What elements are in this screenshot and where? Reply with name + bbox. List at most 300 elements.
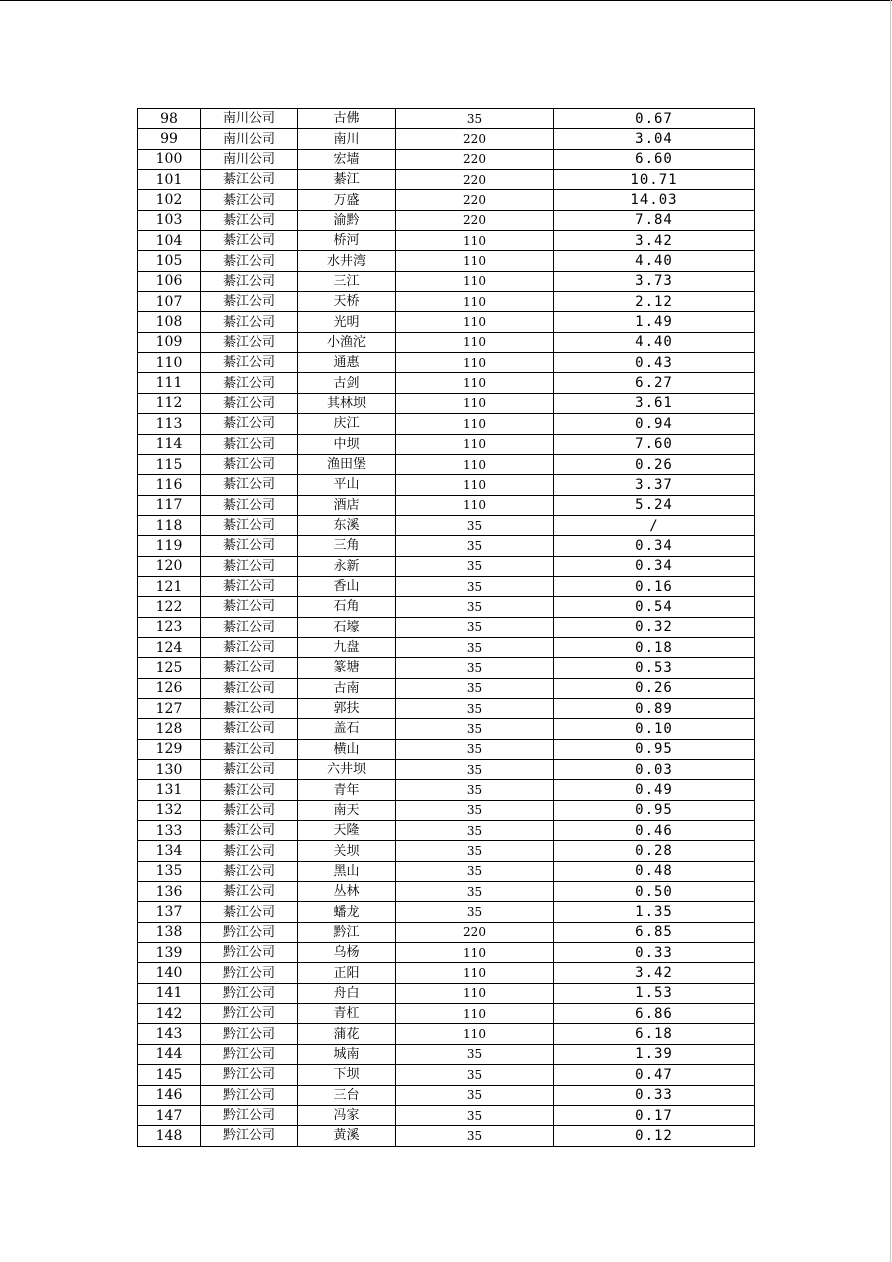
row-number: 139 (138, 943, 201, 963)
table-row (138, 576, 755, 596)
table-row (138, 861, 755, 881)
row-number: 148 (138, 1126, 201, 1146)
table-row (138, 210, 755, 230)
voltage-cell: 35 (396, 780, 554, 800)
voltage-cell: 35 (396, 515, 554, 535)
table-row (138, 190, 755, 210)
value-cell: 1.53 (554, 983, 755, 1003)
voltage-cell: 110 (396, 1004, 554, 1024)
substation-cell: 三台 (298, 1085, 396, 1105)
table-row (138, 149, 755, 169)
value-cell: 0.17 (554, 1105, 755, 1125)
row-number: 129 (138, 739, 201, 759)
value-cell: 3.37 (554, 475, 755, 495)
table-row (138, 963, 755, 983)
value-cell: 3.42 (554, 963, 755, 983)
company-cell: 綦江公司 (201, 841, 298, 861)
table-row (138, 719, 755, 739)
substation-cell: 黔江 (298, 922, 396, 942)
company-cell: 綦江公司 (201, 190, 298, 210)
table-row (138, 393, 755, 413)
substation-cell: 丛林 (298, 882, 396, 902)
row-number: 143 (138, 1024, 201, 1044)
voltage-cell: 35 (396, 556, 554, 576)
table-row (138, 760, 755, 780)
value-cell: 0.34 (554, 556, 755, 576)
voltage-cell: 110 (396, 332, 554, 352)
value-cell: 1.39 (554, 1044, 755, 1064)
row-number: 124 (138, 637, 201, 657)
table-row (138, 515, 755, 535)
substation-cell: 南天 (298, 800, 396, 820)
table-row (138, 292, 755, 312)
value-cell: 0.32 (554, 617, 755, 637)
value-cell: 0.94 (554, 414, 755, 434)
value-cell: 3.42 (554, 231, 755, 251)
voltage-cell: 110 (396, 373, 554, 393)
voltage-cell: 35 (396, 1105, 554, 1125)
company-cell: 綦江公司 (201, 475, 298, 495)
row-number: 105 (138, 251, 201, 271)
voltage-cell: 35 (396, 617, 554, 637)
voltage-cell: 35 (396, 800, 554, 820)
substation-cell: 蟠龙 (298, 902, 396, 922)
row-number: 147 (138, 1105, 201, 1125)
company-cell: 綦江公司 (201, 902, 298, 922)
substation-cell: 青年 (298, 780, 396, 800)
company-cell: 綦江公司 (201, 597, 298, 617)
table-row (138, 739, 755, 759)
row-number: 107 (138, 292, 201, 312)
value-cell: 1.49 (554, 312, 755, 332)
page-top-rule (0, 0, 892, 1)
substation-cell: 其林坝 (298, 393, 396, 413)
company-cell: 綦江公司 (201, 292, 298, 312)
table-row (138, 495, 755, 515)
voltage-cell: 220 (396, 129, 554, 149)
value-cell: 6.18 (554, 1024, 755, 1044)
row-number: 144 (138, 1044, 201, 1064)
company-cell: 黔江公司 (201, 1024, 298, 1044)
table-row (138, 1105, 755, 1125)
table-row (138, 821, 755, 841)
value-cell: 3.04 (554, 129, 755, 149)
voltage-cell: 35 (396, 760, 554, 780)
substation-cell: 平山 (298, 475, 396, 495)
company-cell: 綦江公司 (201, 617, 298, 637)
substation-cell: 桥河 (298, 231, 396, 251)
value-cell: 0.49 (554, 780, 755, 800)
company-cell: 綦江公司 (201, 434, 298, 454)
value-cell: 0.33 (554, 943, 755, 963)
value-cell: 5.24 (554, 495, 755, 515)
row-number: 114 (138, 434, 201, 454)
substation-cell: 水井湾 (298, 251, 396, 271)
table-row (138, 109, 755, 129)
substation-cell: 古剑 (298, 373, 396, 393)
table-row (138, 170, 755, 190)
substation-cell: 横山 (298, 739, 396, 759)
substation-cell: 中坝 (298, 434, 396, 454)
table-row (138, 434, 755, 454)
row-number: 108 (138, 312, 201, 332)
row-number: 142 (138, 1004, 201, 1024)
voltage-cell: 110 (396, 271, 554, 291)
company-cell: 黔江公司 (201, 1065, 298, 1085)
table-row (138, 637, 755, 657)
company-cell: 黔江公司 (201, 1126, 298, 1146)
substation-cell: 永新 (298, 556, 396, 576)
value-cell: 0.26 (554, 454, 755, 474)
value-cell: 0.16 (554, 576, 755, 596)
value-cell: 0.10 (554, 719, 755, 739)
row-number: 98 (138, 109, 201, 129)
voltage-cell: 35 (396, 739, 554, 759)
substation-cell: 舟白 (298, 983, 396, 1003)
table-row (138, 1085, 755, 1105)
substation-cell: 黄溪 (298, 1126, 396, 1146)
page-right-edge (890, 0, 891, 1262)
voltage-cell: 110 (396, 353, 554, 373)
table-row (138, 312, 755, 332)
voltage-cell: 35 (396, 861, 554, 881)
table-row (138, 597, 755, 617)
voltage-cell: 110 (396, 1024, 554, 1044)
company-cell: 南川公司 (201, 109, 298, 129)
company-cell: 黔江公司 (201, 1085, 298, 1105)
row-number: 131 (138, 780, 201, 800)
voltage-cell: 35 (396, 719, 554, 739)
table-row (138, 780, 755, 800)
company-cell: 綦江公司 (201, 536, 298, 556)
row-number: 130 (138, 760, 201, 780)
table-row (138, 800, 755, 820)
table-row (138, 536, 755, 556)
value-cell: 0.50 (554, 882, 755, 902)
substation-cell: 城南 (298, 1044, 396, 1064)
value-cell: 0.26 (554, 678, 755, 698)
row-number: 99 (138, 129, 201, 149)
row-number: 100 (138, 149, 201, 169)
voltage-cell: 110 (396, 251, 554, 271)
row-number: 126 (138, 678, 201, 698)
substation-cell: 六井坝 (298, 760, 396, 780)
row-number: 123 (138, 617, 201, 637)
row-number: 133 (138, 821, 201, 841)
company-cell: 綦江公司 (201, 454, 298, 474)
company-cell: 綦江公司 (201, 658, 298, 678)
value-cell: 0.48 (554, 861, 755, 881)
voltage-cell: 220 (396, 210, 554, 230)
table-row (138, 1044, 755, 1064)
substation-cell: 古南 (298, 678, 396, 698)
value-cell: 0.47 (554, 1065, 755, 1085)
row-number: 136 (138, 882, 201, 902)
voltage-cell: 110 (396, 943, 554, 963)
value-cell: 7.84 (554, 210, 755, 230)
voltage-cell: 35 (396, 637, 554, 657)
voltage-cell: 35 (396, 678, 554, 698)
value-cell: 6.60 (554, 149, 755, 169)
value-cell: 4.40 (554, 251, 755, 271)
company-cell: 綦江公司 (201, 800, 298, 820)
voltage-cell: 35 (396, 597, 554, 617)
value-cell: 3.61 (554, 393, 755, 413)
table-row (138, 414, 755, 434)
company-cell: 黔江公司 (201, 943, 298, 963)
substation-cell: 小渔沱 (298, 332, 396, 352)
substation-cell: 南川 (298, 129, 396, 149)
company-cell: 黔江公司 (201, 1004, 298, 1024)
table-body (138, 109, 755, 1147)
value-cell: 0.95 (554, 739, 755, 759)
row-number: 138 (138, 922, 201, 942)
company-cell: 綦江公司 (201, 678, 298, 698)
voltage-cell: 35 (396, 841, 554, 861)
table-row (138, 943, 755, 963)
row-number: 115 (138, 454, 201, 474)
table-row (138, 922, 755, 942)
company-cell: 綦江公司 (201, 495, 298, 515)
company-cell: 南川公司 (201, 149, 298, 169)
voltage-cell: 35 (396, 1044, 554, 1064)
voltage-cell: 220 (396, 190, 554, 210)
substation-cell: 綦江 (298, 170, 396, 190)
substation-cell: 古佛 (298, 109, 396, 129)
substation-cell: 东溪 (298, 515, 396, 535)
voltage-cell: 35 (396, 658, 554, 678)
company-cell: 綦江公司 (201, 576, 298, 596)
voltage-cell: 110 (396, 414, 554, 434)
substation-cell: 盖石 (298, 719, 396, 739)
value-cell: 0.43 (554, 353, 755, 373)
table-row (138, 332, 755, 352)
company-cell: 綦江公司 (201, 760, 298, 780)
row-number: 125 (138, 658, 201, 678)
value-cell: 14.03 (554, 190, 755, 210)
company-cell: 綦江公司 (201, 353, 298, 373)
row-number: 110 (138, 353, 201, 373)
table-row (138, 841, 755, 861)
value-cell: 0.34 (554, 536, 755, 556)
voltage-cell: 220 (396, 922, 554, 942)
row-number: 117 (138, 495, 201, 515)
value-cell: 1.35 (554, 902, 755, 922)
table-row (138, 882, 755, 902)
row-number: 146 (138, 1085, 201, 1105)
substation-cell: 郭扶 (298, 698, 396, 718)
row-number: 111 (138, 373, 201, 393)
substation-cell: 黑山 (298, 861, 396, 881)
company-cell: 綦江公司 (201, 231, 298, 251)
value-cell: 0.33 (554, 1085, 755, 1105)
voltage-cell: 35 (396, 1126, 554, 1146)
value-cell: 0.89 (554, 698, 755, 718)
substation-cell: 庆江 (298, 414, 396, 434)
table-row (138, 1065, 755, 1085)
row-number: 120 (138, 556, 201, 576)
substation-cell: 通惠 (298, 353, 396, 373)
value-cell: 0.18 (554, 637, 755, 657)
substation-table (137, 108, 755, 1147)
row-number: 119 (138, 536, 201, 556)
company-cell: 綦江公司 (201, 780, 298, 800)
row-number: 101 (138, 170, 201, 190)
substation-cell: 三角 (298, 536, 396, 556)
substation-cell: 篆塘 (298, 658, 396, 678)
value-cell: 0.03 (554, 760, 755, 780)
voltage-cell: 110 (396, 231, 554, 251)
row-number: 116 (138, 475, 201, 495)
company-cell: 南川公司 (201, 129, 298, 149)
table-row (138, 353, 755, 373)
voltage-cell: 110 (396, 983, 554, 1003)
voltage-cell: 35 (396, 1085, 554, 1105)
value-cell: 0.12 (554, 1126, 755, 1146)
table-row (138, 251, 755, 271)
value-cell: 0.46 (554, 821, 755, 841)
value-cell: 4.40 (554, 332, 755, 352)
company-cell: 黔江公司 (201, 983, 298, 1003)
substation-cell: 宏墙 (298, 149, 396, 169)
table-row (138, 556, 755, 576)
table-row (138, 1126, 755, 1146)
substation-cell: 正阳 (298, 963, 396, 983)
company-cell: 綦江公司 (201, 515, 298, 535)
substation-cell: 青杠 (298, 1004, 396, 1024)
voltage-cell: 110 (396, 312, 554, 332)
value-cell: 3.73 (554, 271, 755, 291)
table-row (138, 475, 755, 495)
value-cell: 10.71 (554, 170, 755, 190)
row-number: 113 (138, 414, 201, 434)
substation-cell: 关坝 (298, 841, 396, 861)
company-cell: 綦江公司 (201, 414, 298, 434)
row-number: 112 (138, 393, 201, 413)
voltage-cell: 110 (396, 292, 554, 312)
voltage-cell: 35 (396, 109, 554, 129)
substation-cell: 渝黔 (298, 210, 396, 230)
table-row (138, 698, 755, 718)
company-cell: 綦江公司 (201, 556, 298, 576)
substation-cell: 石壕 (298, 617, 396, 637)
value-cell: 7.60 (554, 434, 755, 454)
row-number: 104 (138, 231, 201, 251)
value-cell: 0.53 (554, 658, 755, 678)
table-row (138, 1024, 755, 1044)
table-row (138, 129, 755, 149)
row-number: 128 (138, 719, 201, 739)
row-number: 122 (138, 597, 201, 617)
company-cell: 綦江公司 (201, 861, 298, 881)
substation-cell: 光明 (298, 312, 396, 332)
row-number: 103 (138, 210, 201, 230)
company-cell: 綦江公司 (201, 637, 298, 657)
substation-cell: 蒲花 (298, 1024, 396, 1044)
row-number: 140 (138, 963, 201, 983)
table-row (138, 617, 755, 637)
substation-cell: 万盛 (298, 190, 396, 210)
voltage-cell: 110 (396, 434, 554, 454)
row-number: 127 (138, 698, 201, 718)
substation-cell: 乌杨 (298, 943, 396, 963)
company-cell: 黔江公司 (201, 922, 298, 942)
row-number: 141 (138, 983, 201, 1003)
voltage-cell: 110 (396, 454, 554, 474)
voltage-cell: 110 (396, 393, 554, 413)
row-number: 118 (138, 515, 201, 535)
value-cell: 0.54 (554, 597, 755, 617)
voltage-cell: 110 (396, 475, 554, 495)
company-cell: 綦江公司 (201, 271, 298, 291)
value-cell: 0.28 (554, 841, 755, 861)
voltage-cell: 35 (396, 576, 554, 596)
voltage-cell: 220 (396, 149, 554, 169)
company-cell: 綦江公司 (201, 170, 298, 190)
company-cell: 綦江公司 (201, 312, 298, 332)
row-number: 102 (138, 190, 201, 210)
row-number: 109 (138, 332, 201, 352)
value-cell: 0.67 (554, 109, 755, 129)
substation-cell: 天隆 (298, 821, 396, 841)
company-cell: 綦江公司 (201, 332, 298, 352)
substation-cell: 天桥 (298, 292, 396, 312)
value-cell: 6.27 (554, 373, 755, 393)
substation-cell: 石角 (298, 597, 396, 617)
substation-cell: 三江 (298, 271, 396, 291)
company-cell: 綦江公司 (201, 739, 298, 759)
row-number: 134 (138, 841, 201, 861)
table-row (138, 271, 755, 291)
row-number: 137 (138, 902, 201, 922)
table-row (138, 454, 755, 474)
substation-cell: 酒店 (298, 495, 396, 515)
table-row (138, 902, 755, 922)
table-row (138, 373, 755, 393)
value-cell: 0.95 (554, 800, 755, 820)
voltage-cell: 110 (396, 495, 554, 515)
voltage-cell: 35 (396, 882, 554, 902)
company-cell: 黔江公司 (201, 1044, 298, 1064)
voltage-cell: 35 (396, 902, 554, 922)
company-cell: 綦江公司 (201, 210, 298, 230)
table-row (138, 983, 755, 1003)
substation-cell: 九盘 (298, 637, 396, 657)
company-cell: 綦江公司 (201, 719, 298, 739)
voltage-cell: 35 (396, 698, 554, 718)
substation-cell: 下坝 (298, 1065, 396, 1085)
value-cell: 6.85 (554, 922, 755, 942)
substation-cell: 香山 (298, 576, 396, 596)
table-row (138, 658, 755, 678)
row-number: 106 (138, 271, 201, 291)
company-cell: 綦江公司 (201, 821, 298, 841)
value-cell: 2.12 (554, 292, 755, 312)
row-number: 132 (138, 800, 201, 820)
company-cell: 綦江公司 (201, 882, 298, 902)
voltage-cell: 35 (396, 536, 554, 556)
value-cell: 6.86 (554, 1004, 755, 1024)
row-number: 145 (138, 1065, 201, 1085)
company-cell: 黔江公司 (201, 963, 298, 983)
row-number: 135 (138, 861, 201, 881)
company-cell: 黔江公司 (201, 1105, 298, 1125)
voltage-cell: 35 (396, 821, 554, 841)
company-cell: 綦江公司 (201, 251, 298, 271)
substation-cell: 冯家 (298, 1105, 396, 1125)
table-row (138, 678, 755, 698)
voltage-cell: 35 (396, 1065, 554, 1085)
